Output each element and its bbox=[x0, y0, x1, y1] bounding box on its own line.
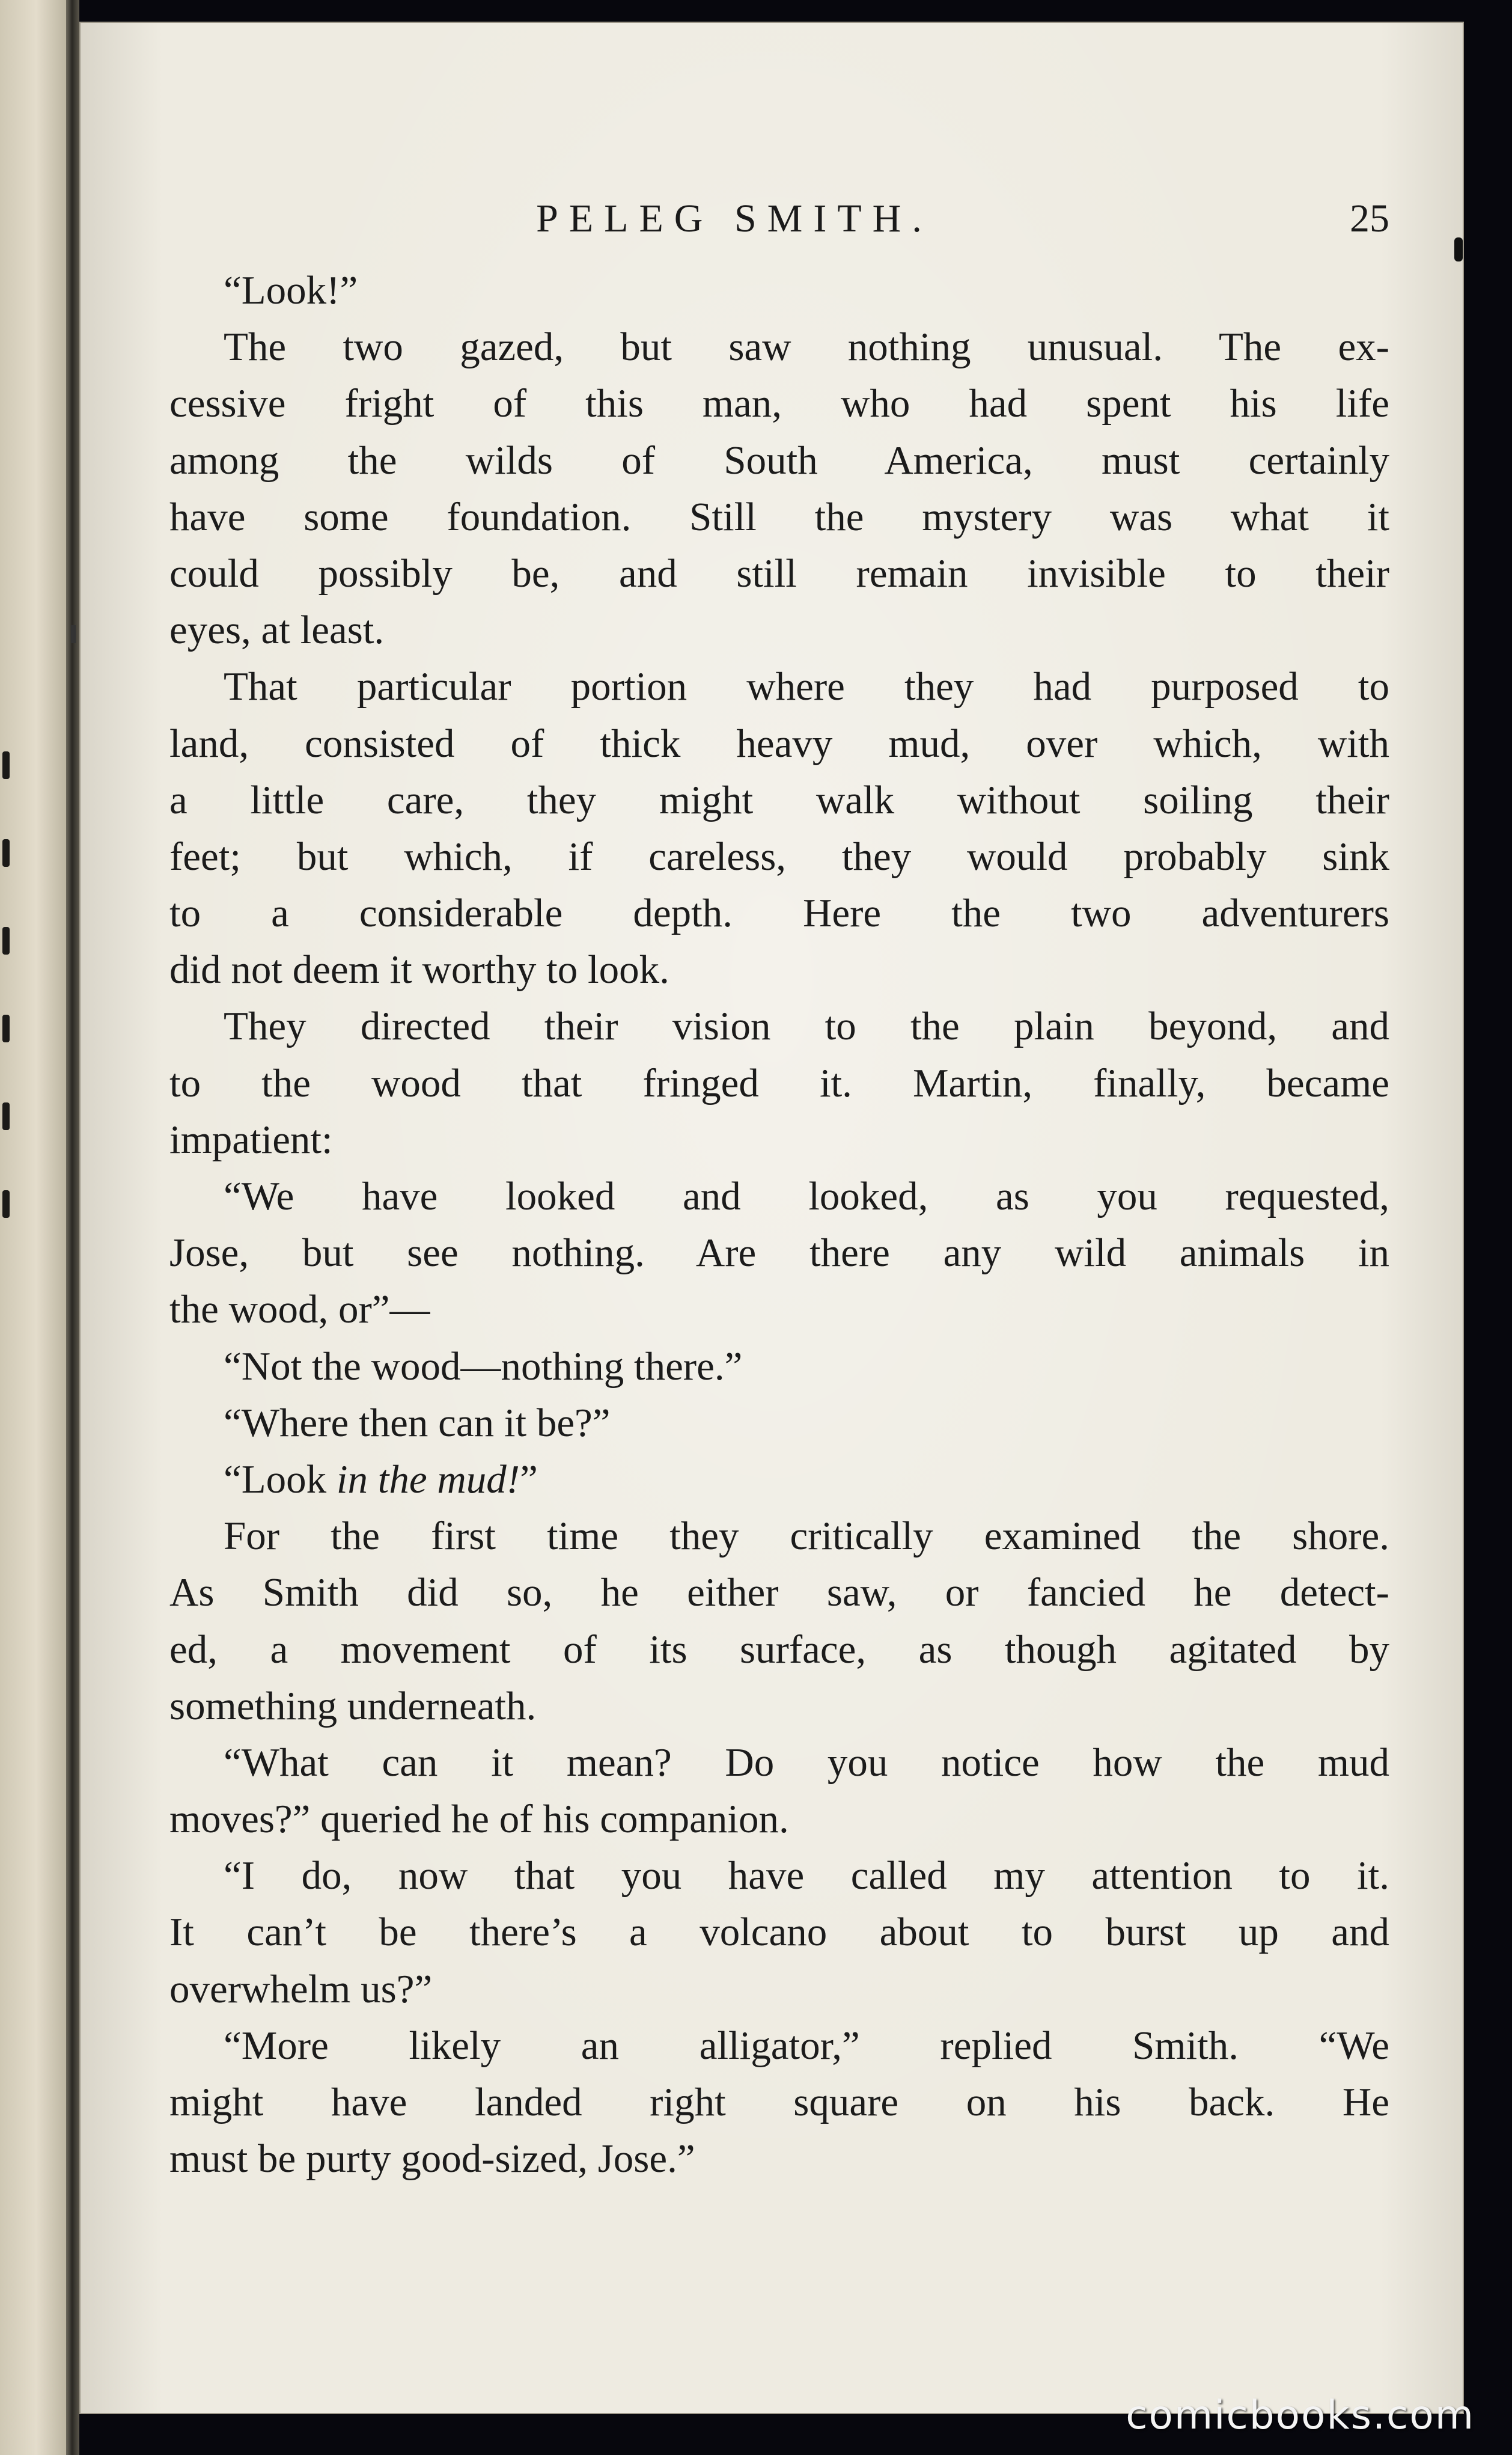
text-line bbox=[169, 1281, 1389, 1338]
text-line-content: among the wilds of South America, must certainly bbox=[169, 438, 1389, 483]
text-line-content: did not deem it worthy to look. bbox=[169, 947, 669, 992]
book-page bbox=[79, 22, 1464, 2414]
text-line-content: must be purty good-sized, Jose.” bbox=[169, 2136, 695, 2181]
book-gutter bbox=[66, 0, 79, 2455]
text-line bbox=[169, 715, 1389, 772]
text-line bbox=[169, 489, 1389, 545]
text-line bbox=[169, 998, 1389, 1054]
text-line bbox=[169, 2017, 1389, 2074]
text-line-content: to a considerable depth. Here the two adventurers bbox=[169, 891, 1389, 936]
text-line bbox=[169, 885, 1389, 941]
body-text bbox=[169, 262, 1389, 2187]
text-line-content: overwhelm us?” bbox=[169, 1966, 433, 2011]
text-line-content: Jose, but see nothing. Are there any wild animals in bbox=[169, 1231, 1389, 1276]
text-line-content: ed, a movement of its surface, as though agitated by bbox=[169, 1627, 1389, 1672]
text-line bbox=[169, 828, 1389, 885]
text-line bbox=[169, 941, 1389, 998]
text-line-content: could possibly be, and still remain invisible to their bbox=[169, 551, 1389, 596]
italic-emphasis: in the mud! bbox=[336, 1457, 520, 1502]
facing-page-print-marks bbox=[2, 751, 11, 1292]
text-line bbox=[169, 1055, 1389, 1111]
text-line bbox=[169, 1508, 1389, 1564]
text-line bbox=[169, 375, 1389, 432]
text-line bbox=[169, 1224, 1389, 1281]
text-line bbox=[169, 1961, 1389, 2017]
text-line bbox=[169, 1904, 1389, 1960]
text-line-suffix: ” bbox=[520, 1457, 538, 1502]
text-line-content: feet; but which, if careless, they would probably sink bbox=[169, 834, 1389, 879]
text-line-content: have some foundation. Still the mystery was what it bbox=[169, 494, 1389, 539]
text-line bbox=[169, 319, 1389, 375]
text-line-content: a little care, they might walk without soiling their bbox=[169, 777, 1389, 822]
text-line-content: to the wood that fringed it. Martin, finally, became bbox=[169, 1060, 1389, 1105]
text-line bbox=[169, 602, 1389, 658]
text-line-content: “Look!” bbox=[224, 268, 358, 313]
text-line bbox=[169, 658, 1389, 715]
text-line bbox=[169, 772, 1389, 828]
text-line bbox=[169, 1451, 1389, 1508]
text-line-content: “Where then can it be?” bbox=[224, 1400, 611, 1445]
text-line-content: For the first time they critically examined the shore. bbox=[224, 1514, 1389, 1559]
text-line-content: “Not the wood—nothing there.” bbox=[224, 1344, 743, 1389]
text-line bbox=[169, 1791, 1389, 1847]
text-line-content: something underneath. bbox=[169, 1683, 537, 1728]
text-line bbox=[169, 2074, 1389, 2130]
facing-page-edge bbox=[0, 0, 66, 2455]
text-line-content: might have landed right square on his back. He bbox=[169, 2080, 1389, 2124]
text-line-content: land, consisted of thick heavy mud, over which, with bbox=[169, 721, 1389, 766]
text-line bbox=[169, 2130, 1389, 2187]
text-line bbox=[169, 1395, 1389, 1451]
text-line-content: It can’t be there’s a volcano about to burst up and bbox=[169, 1910, 1389, 1955]
watermark: comicbooks.com bbox=[1126, 2392, 1475, 2438]
text-line bbox=[169, 1621, 1389, 1678]
text-line-content: “What can it mean? Do you notice how the mud bbox=[224, 1740, 1389, 1785]
text-line-content: The two gazed, but saw nothing unusual. The ex- bbox=[224, 325, 1389, 370]
text-line-content: That particular portion where they had purposed to bbox=[224, 664, 1389, 709]
text-line-content: “More likely an alligator,” replied Smith. “We bbox=[224, 2023, 1389, 2068]
text-line-content: They directed their vision to the plain beyond, and bbox=[224, 1004, 1389, 1049]
text-line-content: the wood, or”— bbox=[169, 1287, 430, 1332]
text-line bbox=[169, 1734, 1389, 1791]
page-number: 25 bbox=[1350, 197, 1389, 240]
text-line-content: impatient: bbox=[169, 1117, 333, 1162]
text-line bbox=[169, 1111, 1389, 1168]
page-edge-mark bbox=[1454, 237, 1463, 261]
text-line bbox=[169, 262, 1389, 319]
margin-mark bbox=[71, 625, 76, 643]
text-line bbox=[169, 1847, 1389, 1904]
text-line-content: “I do, now that you have called my attention to it. bbox=[224, 1853, 1389, 1898]
running-title: PELEG SMITH. bbox=[536, 197, 933, 240]
text-line bbox=[169, 1168, 1389, 1224]
text-line bbox=[169, 545, 1389, 602]
text-line bbox=[169, 432, 1389, 489]
text-line-content: cessive fright of this man, who had spent his life bbox=[169, 381, 1389, 426]
text-line-content: eyes, at least. bbox=[169, 608, 385, 653]
text-line-content: As Smith did so, he either saw, or fancied he detect- bbox=[169, 1570, 1389, 1615]
text-line-content: “Look bbox=[224, 1457, 337, 1502]
text-line-content: moves?” queried he of his companion. bbox=[169, 1797, 789, 1842]
text-line-content: “We have looked and looked, as you requested, bbox=[224, 1174, 1389, 1218]
text-line bbox=[169, 1338, 1389, 1395]
text-line bbox=[169, 1678, 1389, 1734]
text-line bbox=[169, 1564, 1389, 1621]
running-head bbox=[79, 196, 1389, 244]
